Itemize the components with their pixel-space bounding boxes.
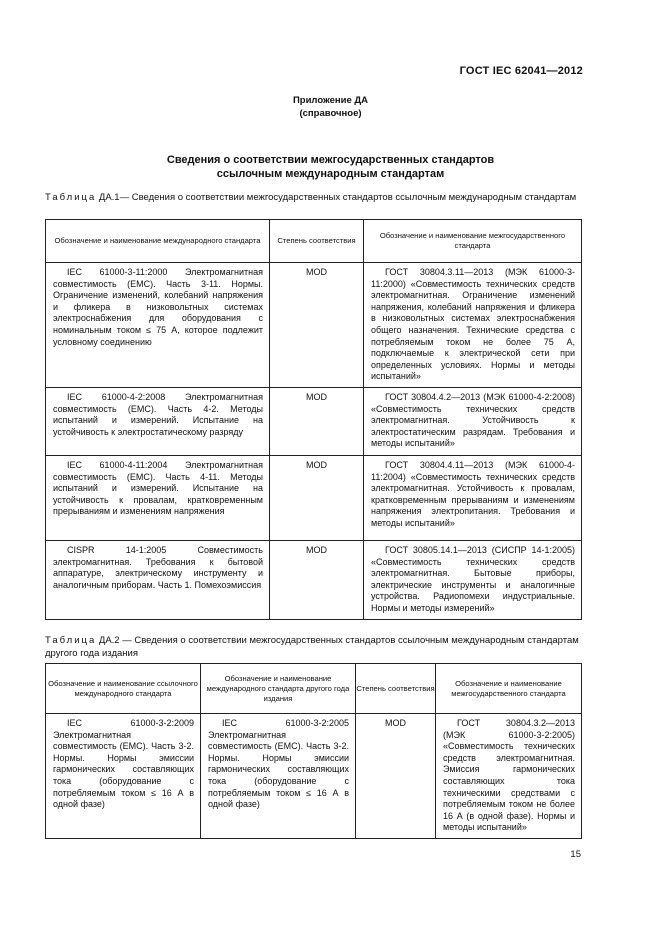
document-code: ГОСТ IEC 62041—2012	[459, 65, 583, 77]
table2-col-other: Обозначение и наименование международного стандарта другого года издания	[201, 664, 356, 714]
table1-caption-label: Таблица	[45, 192, 97, 203]
table1-col-intl: Обозначение и наименование международного стандарта	[46, 220, 270, 263]
section-title-line1: Сведения о соответствии межгосударственных стандартов	[166, 154, 495, 166]
table1-header-row	[46, 220, 582, 263]
other-year-standard-cell: IEC 61000-3-2:2005 Электромагнитная совместимость (EMC). Часть 3-2. Нормы. Нормы эмиссии гармонических составляющих тока (оборудование с потребляемым током ≤ 16 А в одной фазе)	[208, 718, 349, 810]
degree-cell: MOD	[385, 718, 406, 728]
table2-header-row	[46, 664, 582, 714]
intl-standard-cell: IEC 61000-3-11:2000 Электромагнитная совместимость (EMC). Часть 3-11. Нормы. Ограничение изменений, колебаний напряжения и фликера в низковольтных системах электроснабжения для оборудования с номинальным током ≤ 75 А, которое подлежит условному соединению	[53, 267, 263, 347]
annex-title: Приложение ДА	[292, 95, 369, 106]
degree-cell: MOD	[306, 459, 327, 470]
table-row	[46, 455, 582, 540]
intl-standard-cell: IEC 61000-4-2:2008 Электромагнитная совместимость (EMC). Часть 4-2. Методы испытаний и измерений. Испытание на устойчивость к электростатическому разряду	[53, 391, 263, 437]
table1-col-gost: Обозначение и наименование межгосударственного стандарта	[364, 220, 582, 263]
degree-cell: MOD	[306, 267, 327, 277]
table-da2	[45, 663, 582, 839]
gost-standard-cell: ГОСТ 30804.4.11—2013 (МЭК 61000-4-11:2004) «Совместимость технических средств электромагнитная. Устойчивость к провалам, кратковременным прерываниям и изменениям напряжения электропитания. Требования и методы испытаний»	[371, 459, 575, 528]
table2-caption-text: ДА.2 — Сведения о соответствии межгосударственных стандартов ссылочным международным стандартам другого года издания	[45, 635, 579, 659]
table-row	[46, 263, 582, 388]
table-da1	[45, 219, 582, 620]
intl-standard-cell: IEC 61000-4-11:2004 Электромагнитная совместимость (EMC). Часть 4-11. Методы испытаний и измерений. Испытание на устойчивость к провалам, кратковременным прерываниям и изменениям напряжения	[53, 459, 263, 517]
gost-standard-cell: ГОСТ 30804.3.11—2013 (МЭК 61000-3-11:2000) «Совместимость технических средств электромагнитная. Ограничение изменений напряжения, колебаний напряжения и фликера в низковольтных системах электроснабжения общего назначения. Технические средства с потребляемым током не более 75 А, подключаемые к электрической сети при определенных условиях. Нормы и методы испытаний»	[371, 267, 575, 382]
intl-standard-cell: CISPR 14-1:2005 Совместимость электромагнитная. Требования к бытовой аппаратуре, электрическому инструменту и аналогичным приборам. Часть 1. Помехоэмиссия	[53, 544, 263, 590]
section-title-line2: ссылочным международным стандартам	[216, 168, 445, 180]
table-row	[46, 387, 582, 455]
table2-col-degree: Степень соответствия	[356, 664, 436, 714]
ref-standard-cell: IEC 61000-3-2:2009 Электромагнитная совместимость (EMC). Часть 3-2. Нормы. Нормы эмиссии гармонических составляющих тока (оборудование с потребляемым током ≤ 16 А в одной фазе)	[53, 718, 194, 810]
degree-cell: MOD	[306, 391, 327, 402]
degree-cell: MOD	[306, 544, 327, 555]
table2-col-gost: Обозначение и наименование межгосударственного стандарта	[436, 664, 582, 714]
table1-caption-text: ДА.1— Сведения о соответствии межгосударственных стандартов ссылочным международным стандартам	[96, 192, 577, 203]
gost-standard-cell: ГОСТ 30805.14.1—2013 (СИСПР 14-1:2005) «Совместимость технических средств электромагнитная. Бытовые приборы, электрические инструменты и аналогичные устройства. Радиопомехи индустриальные. Нормы и методы измерений»	[371, 544, 575, 613]
table1-caption	[45, 191, 585, 204]
table2-caption-label: Таблица	[45, 635, 97, 646]
page-number: 15	[570, 849, 581, 860]
table2-caption	[45, 634, 585, 660]
table-row	[46, 714, 582, 839]
table2-col-ref: Обозначение и наименование ссылочного международного стандарта	[46, 664, 201, 714]
gost-standard-cell: ГОСТ 30804.3.2—2013 (МЭК 61000-3-2:2005) «Совместимость технических средств электромагнитная. Эмиссия гармонических составляющих тока техническими средствами с потребляемым током не более 16 А (в одной фазе). Нормы и методы испытаний»	[443, 718, 575, 833]
gost-standard-cell: ГОСТ 30804.4.2—2013 (МЭК 61000-4-2:2008) «Совместимость технических средств электромагнитная. Устойчивость к электростатическим разрядам. Требования и методы испытаний»	[371, 391, 575, 449]
table-row	[46, 540, 582, 619]
table1-col-degree: Степень соответствия	[270, 220, 364, 263]
annex-subtitle: (справочное)	[299, 108, 362, 119]
